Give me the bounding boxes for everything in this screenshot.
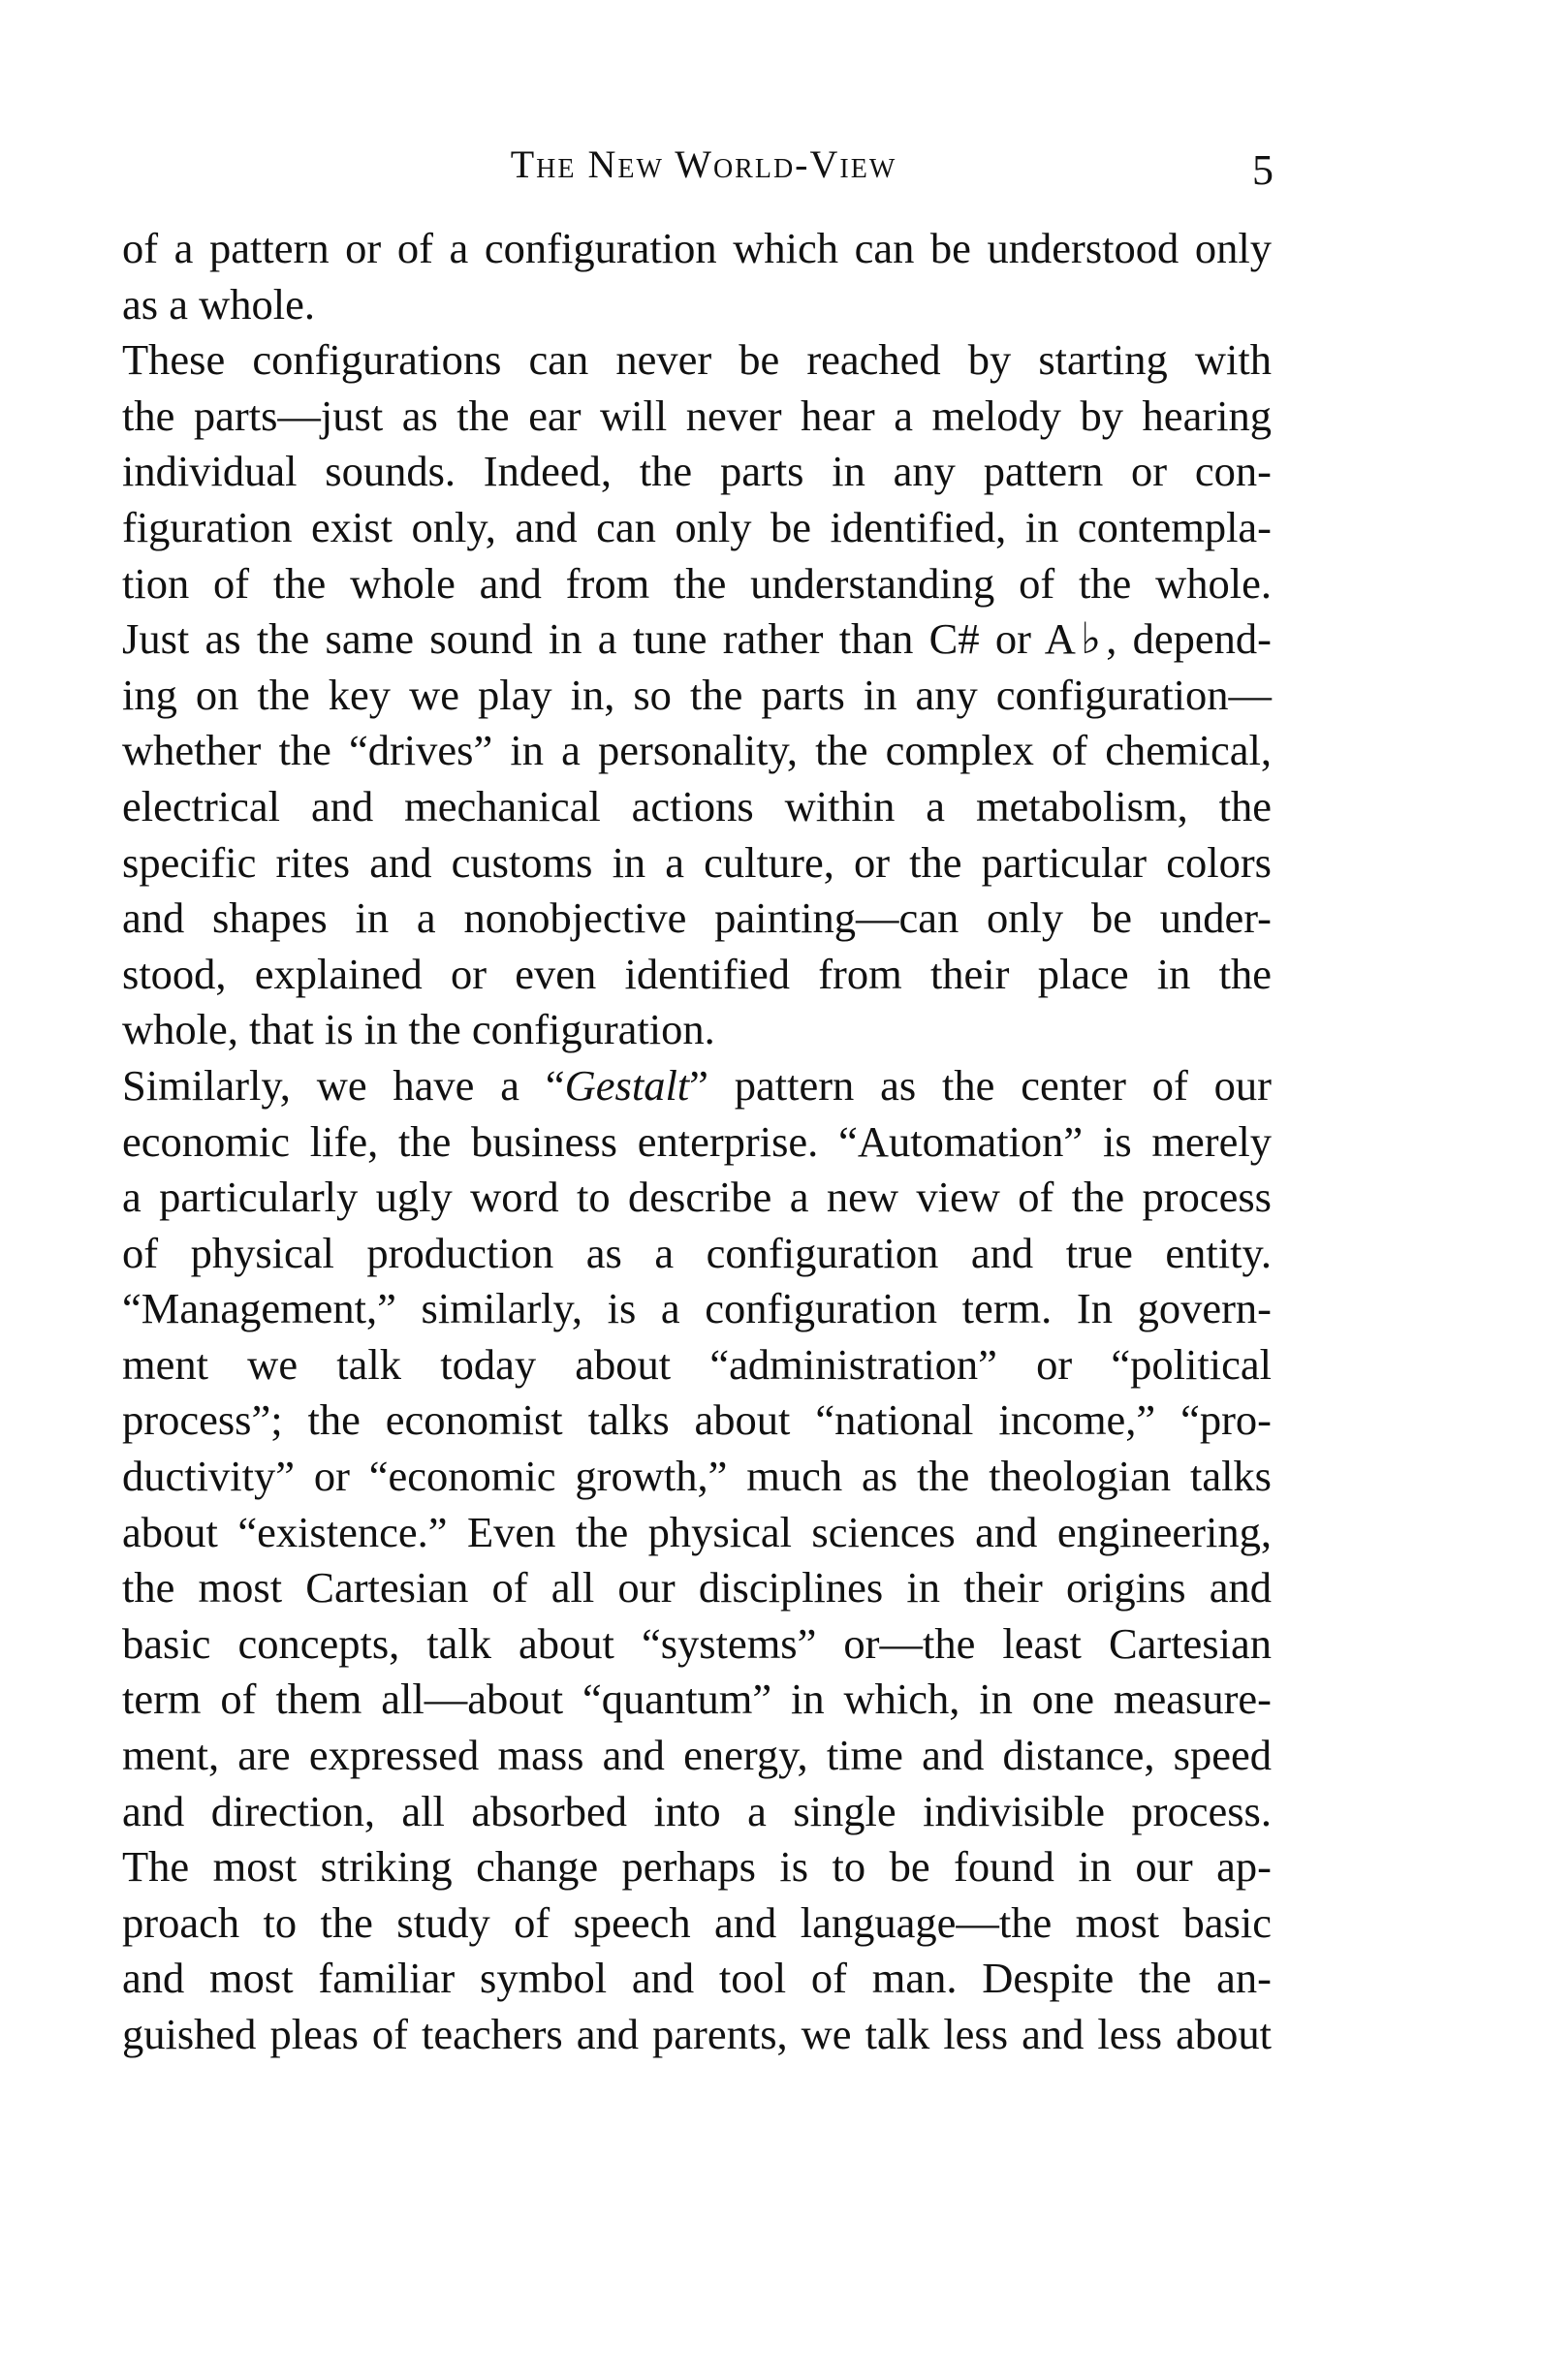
text-line: ductivity” or “economic growth,” much as the theologian talks (122, 1452, 1272, 1501)
text-line: and most familiar symbol and tool of man. Despite the an- (122, 1954, 1272, 2003)
text-line: figuration exist only, and can only be identified, in contempla- (122, 502, 1272, 551)
text-line: ment we talk today about “administration” or “political (122, 1339, 1272, 1389)
text-line: the parts—just as the ear will never hear a melody by hearing (122, 391, 1272, 440)
text-line: Just as the same sound in a tune rather than C# or A♭, depend- (122, 614, 1272, 664)
text-line: whether the “drives” in a personality, the complex of chemical, (122, 726, 1272, 775)
text-line: and shapes in a nonobjective painting—can only be under- (122, 893, 1272, 943)
text-line: economic life, the business enterprise. “Automation” is merely (122, 1116, 1272, 1166)
text-line: These configurations can never be reached by starting with (122, 335, 1272, 385)
page-number: 5 (1252, 146, 1274, 194)
text-line: specific rites and customs in a culture, or the particular colors (122, 837, 1272, 887)
text-line: proach to the study of speech and language—the most basic (122, 1897, 1272, 1947)
text-line: as a whole. (122, 279, 315, 329)
running-head (122, 142, 1285, 213)
italic-term: Gestalt (564, 1060, 690, 1110)
text-line: Similarly, we have a “Gestalt” pattern as the center of our (122, 1060, 1273, 1110)
text-line: electrical and mechanical actions within a metabolism, the (122, 781, 1272, 830)
text-line: ment, are expressed mass and energy, time and distance, speed (122, 1731, 1272, 1780)
running-title: The New World-View (510, 142, 897, 186)
text-line: a particularly ugly word to describe a new view of the process (122, 1173, 1272, 1222)
text-line: of physical production as a configuration and true entity. (122, 1228, 1272, 1277)
text-line: basic concepts, talk about “systems” or—the least Cartesian (122, 1618, 1272, 1668)
text-line: term of them all—about “quantum” in which, in one measure- (122, 1675, 1272, 1724)
text-line: “Management,” similarly, is a configuration term. In govern- (122, 1284, 1272, 1333)
text-line: process”; the economist talks about “national income,” “pro- (122, 1395, 1272, 1445)
text-line: stood, explained or even identified from their place in the (122, 949, 1272, 998)
text-line: about “existence.” Even the physical sciences and engineering, (122, 1507, 1272, 1556)
text-line: guished pleas of teachers and parents, we talk less and less about (122, 2010, 1272, 2058)
text-line: tion of the whole and from the understanding of the whole. (122, 558, 1272, 608)
text-line: whole, that is in the configuration. (122, 1005, 715, 1054)
body-text (122, 221, 1272, 2063)
text-line: The most striking change perhaps is to be found in our ap- (122, 1842, 1272, 1892)
text-line: ing on the key we play in, so the parts in any configuration— (122, 670, 1272, 719)
text-line: of a pattern or of a configuration which can be understood only (122, 224, 1272, 272)
text-line: and direction, all absorbed into a single indivisible process. (122, 1786, 1272, 1835)
text-line: individual sounds. Indeed, the parts in any pattern or con- (122, 447, 1272, 496)
text-line: the most Cartesian of all our disciplines in their origins and (122, 1563, 1272, 1613)
